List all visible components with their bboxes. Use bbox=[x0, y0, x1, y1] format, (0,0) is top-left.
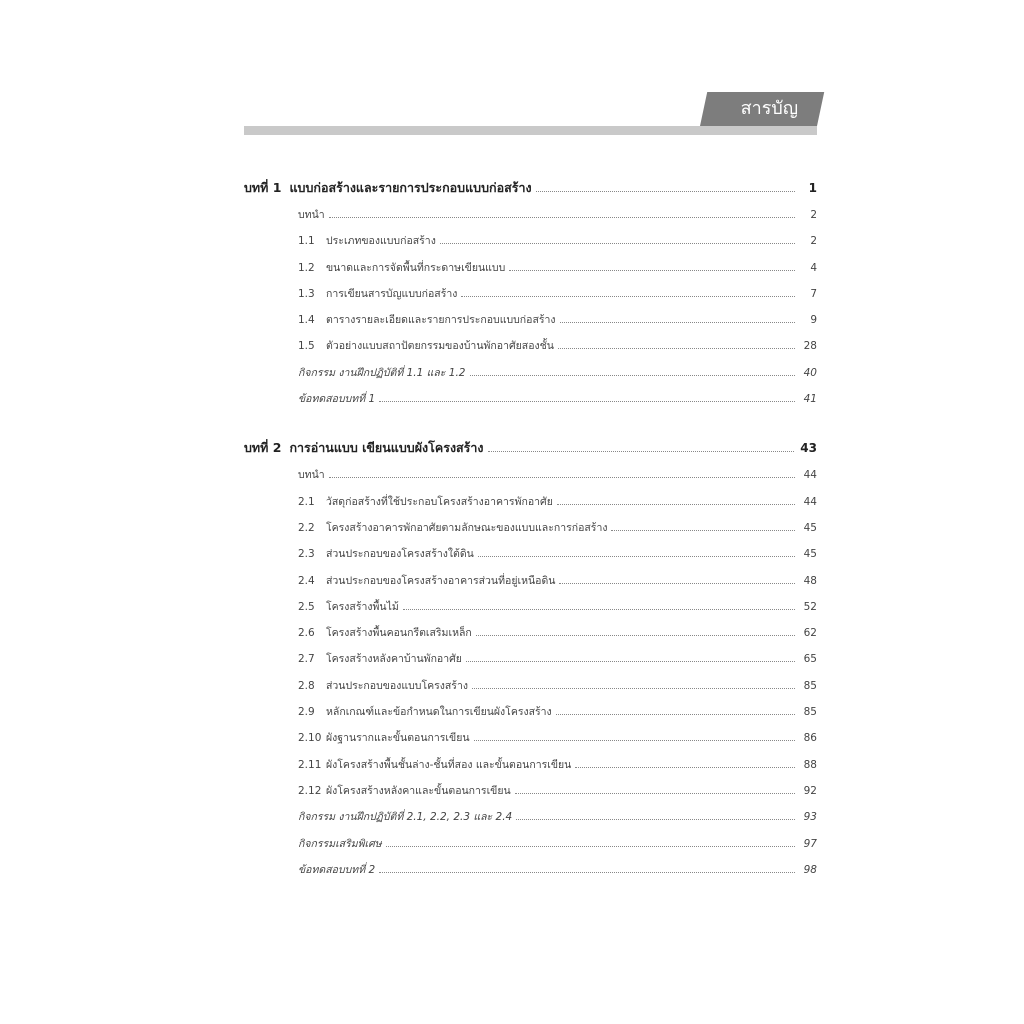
entry-title: วัสดุก่อสร้างที่ใช้ประกอบโครงสร้างอาคารพักอาศัย bbox=[326, 495, 553, 508]
page-number: 48 bbox=[803, 574, 817, 587]
page-number: 4 bbox=[810, 261, 817, 274]
section-number: 2.11 bbox=[298, 758, 322, 771]
page-number: 92 bbox=[803, 784, 817, 797]
toc-entry[interactable] bbox=[244, 232, 817, 258]
entry-title: ผังโครงสร้างหลังคาและขั้นตอนการเขียน bbox=[326, 784, 511, 797]
page-number: 52 bbox=[803, 600, 817, 613]
entry-title: โครงสร้างพื้นคอนกรีตเสริมเหล็ก bbox=[326, 627, 472, 640]
toc-chapter bbox=[244, 178, 817, 416]
page-number: 44 bbox=[803, 469, 817, 482]
toc-entry[interactable] bbox=[244, 756, 817, 782]
page-number: 43 bbox=[800, 441, 817, 456]
chapter-title: แบบก่อสร้างและรายการประกอบแบบก่อสร้าง bbox=[289, 180, 532, 195]
entry-title: การเขียนสารบัญแบบก่อสร้าง bbox=[326, 287, 458, 300]
dot-leader bbox=[559, 583, 795, 584]
page-number: 62 bbox=[803, 627, 817, 640]
section-number: 2.3 bbox=[298, 548, 315, 561]
entry-title: บทนำ bbox=[298, 209, 325, 221]
toc-entry[interactable] bbox=[244, 519, 817, 545]
page-number: 7 bbox=[810, 287, 817, 300]
entry-title: โครงสร้างหลังคาบ้านพักอาศัย bbox=[326, 653, 462, 666]
entry-title: ส่วนประกอบของโครงสร้างอาคารส่วนที่อยู่เหนือดิน bbox=[326, 574, 556, 587]
page-number: 86 bbox=[803, 732, 817, 745]
page-number: 88 bbox=[803, 758, 817, 771]
toc-chapter-heading[interactable] bbox=[244, 438, 817, 466]
page-number: 44 bbox=[803, 495, 817, 508]
entry-title: กิจกรรมเสริมพิเศษ bbox=[298, 837, 382, 850]
toc-header-label: สารบัญ bbox=[741, 98, 799, 119]
entry-title: ส่วนประกอบของแบบโครงสร้าง bbox=[326, 679, 468, 692]
toc-entry[interactable] bbox=[244, 337, 817, 363]
section-number: 1.3 bbox=[298, 287, 315, 300]
toc-entry[interactable] bbox=[244, 835, 817, 861]
chapter-label: บทที่ 2 bbox=[244, 440, 282, 456]
page-number: 2 bbox=[810, 209, 817, 221]
dot-leader bbox=[575, 767, 795, 768]
entry-title: ตัวอย่างแบบสถาปัตยกรรมของบ้านพักอาศัยสองชั้น bbox=[326, 340, 554, 353]
dot-leader bbox=[329, 217, 795, 218]
dot-leader bbox=[611, 530, 795, 531]
dot-leader bbox=[403, 609, 795, 610]
toc-chapter-heading[interactable] bbox=[244, 178, 817, 206]
page-number: 93 bbox=[803, 811, 817, 824]
entry-title: ข้อทดสอบบทที่ 2 bbox=[298, 863, 376, 876]
entry-title: โครงสร้างพื้นไม้ bbox=[326, 600, 399, 613]
dot-leader bbox=[488, 451, 795, 452]
section-number: 2.1 bbox=[298, 495, 315, 508]
entry-title: กิจกรรม งานฝึกปฏิบัติที่ 2.1, 2.2, 2.3 และ 2.4 bbox=[298, 811, 513, 824]
toc-entry[interactable] bbox=[244, 493, 817, 519]
chapter-label: บทที่ 1 bbox=[244, 180, 282, 195]
toc-entry[interactable] bbox=[244, 390, 817, 416]
dot-leader bbox=[386, 846, 795, 847]
entry-title: ประเภทของแบบก่อสร้าง bbox=[326, 235, 436, 248]
dot-leader bbox=[470, 375, 796, 376]
section-number: 2.12 bbox=[298, 784, 322, 797]
section-number: 2.8 bbox=[298, 679, 315, 692]
toc-entry[interactable] bbox=[244, 364, 817, 390]
entry-title: ผังโครงสร้างพื้นชั้นล่าง-ชั้นที่สอง และขั้นตอนการเขียน bbox=[326, 758, 572, 771]
dot-leader bbox=[560, 322, 795, 323]
dot-leader bbox=[440, 243, 795, 244]
section-number: 2.9 bbox=[298, 706, 315, 719]
section-number: 1.2 bbox=[298, 261, 315, 274]
page-number: 45 bbox=[803, 548, 817, 561]
toc-entry[interactable] bbox=[244, 466, 817, 492]
page-number: 40 bbox=[803, 366, 817, 379]
section-number: 1.5 bbox=[298, 340, 315, 353]
toc-entry[interactable] bbox=[244, 206, 817, 232]
dot-leader bbox=[466, 661, 795, 662]
dot-leader bbox=[536, 191, 795, 192]
dot-leader bbox=[556, 714, 795, 715]
toc-entry[interactable] bbox=[244, 624, 817, 650]
toc-entry[interactable] bbox=[244, 259, 817, 285]
page-number: 45 bbox=[803, 521, 817, 534]
section-number: 1.4 bbox=[298, 314, 315, 327]
page-number: 65 bbox=[803, 653, 817, 666]
toc-entry[interactable] bbox=[244, 782, 817, 808]
toc-entry[interactable] bbox=[244, 311, 817, 337]
page-number: 41 bbox=[803, 393, 817, 406]
page-number: 98 bbox=[803, 863, 817, 876]
entry-title: ผังฐานรากและขั้นตอนการเขียน bbox=[326, 732, 470, 745]
toc-entry[interactable] bbox=[244, 572, 817, 598]
section-number: 2.4 bbox=[298, 574, 315, 587]
dot-leader bbox=[472, 688, 795, 689]
page-number: 28 bbox=[803, 340, 817, 353]
dot-leader bbox=[509, 270, 795, 271]
entry-title: บทนำ bbox=[298, 469, 325, 482]
toc-entry[interactable] bbox=[244, 545, 817, 571]
section-number: 1.1 bbox=[298, 235, 315, 248]
page-number: 97 bbox=[803, 837, 817, 850]
entry-title: กิจกรรม งานฝึกปฏิบัติที่ 1.1 และ 1.2 bbox=[298, 366, 466, 379]
header-rule bbox=[244, 126, 817, 135]
entry-title: ส่วนประกอบของโครงสร้างใต้ดิน bbox=[326, 548, 474, 561]
table-of-contents bbox=[244, 178, 817, 909]
dot-leader bbox=[329, 477, 795, 478]
dot-leader bbox=[557, 504, 795, 505]
toc-entry[interactable] bbox=[244, 861, 817, 887]
entry-title: หลักเกณฑ์และข้อกำหนดในการเขียนผังโครงสร้าง bbox=[326, 706, 552, 719]
section-number: 2.7 bbox=[298, 653, 315, 666]
toc-entry[interactable] bbox=[244, 703, 817, 729]
page-number: 2 bbox=[810, 235, 817, 248]
toc-entry[interactable] bbox=[244, 598, 817, 624]
page-number: 85 bbox=[803, 679, 817, 692]
toc-entry[interactable] bbox=[244, 285, 817, 311]
page-number: 1 bbox=[808, 181, 817, 195]
toc-entry[interactable] bbox=[244, 677, 817, 703]
toc-chapter bbox=[244, 438, 817, 887]
dot-leader bbox=[515, 793, 795, 794]
dot-leader bbox=[478, 556, 795, 557]
section-number: 2.10 bbox=[298, 732, 322, 745]
toc-entry[interactable] bbox=[244, 729, 817, 755]
chapter-title: การอ่านแบบ เขียนแบบผังโครงสร้าง bbox=[289, 440, 484, 456]
entry-title: ขนาดและการจัดพื้นที่กระดาษเขียนแบบ bbox=[326, 261, 506, 274]
section-number: 2.5 bbox=[298, 600, 315, 613]
toc-header-tab bbox=[700, 92, 824, 126]
toc-entry[interactable] bbox=[244, 650, 817, 676]
dot-leader bbox=[558, 348, 795, 349]
dot-leader bbox=[516, 819, 795, 820]
dot-leader bbox=[379, 872, 795, 873]
dot-leader bbox=[461, 296, 795, 297]
section-number: 2.2 bbox=[298, 521, 315, 534]
toc-entry[interactable] bbox=[244, 808, 817, 834]
section-number: 2.6 bbox=[298, 627, 315, 640]
entry-title: โครงสร้างอาคารพักอาศัยตามลักษณะของแบบและการก่อสร้าง bbox=[326, 521, 608, 534]
page-number: 9 bbox=[810, 314, 817, 327]
page-number: 85 bbox=[803, 706, 817, 719]
entry-title: ข้อทดสอบบทที่ 1 bbox=[298, 393, 376, 406]
dot-leader bbox=[474, 740, 795, 741]
entry-title: ตารางรายละเอียดและรายการประกอบแบบก่อสร้าง bbox=[326, 314, 556, 327]
dot-leader bbox=[379, 401, 795, 402]
dot-leader bbox=[476, 635, 795, 636]
